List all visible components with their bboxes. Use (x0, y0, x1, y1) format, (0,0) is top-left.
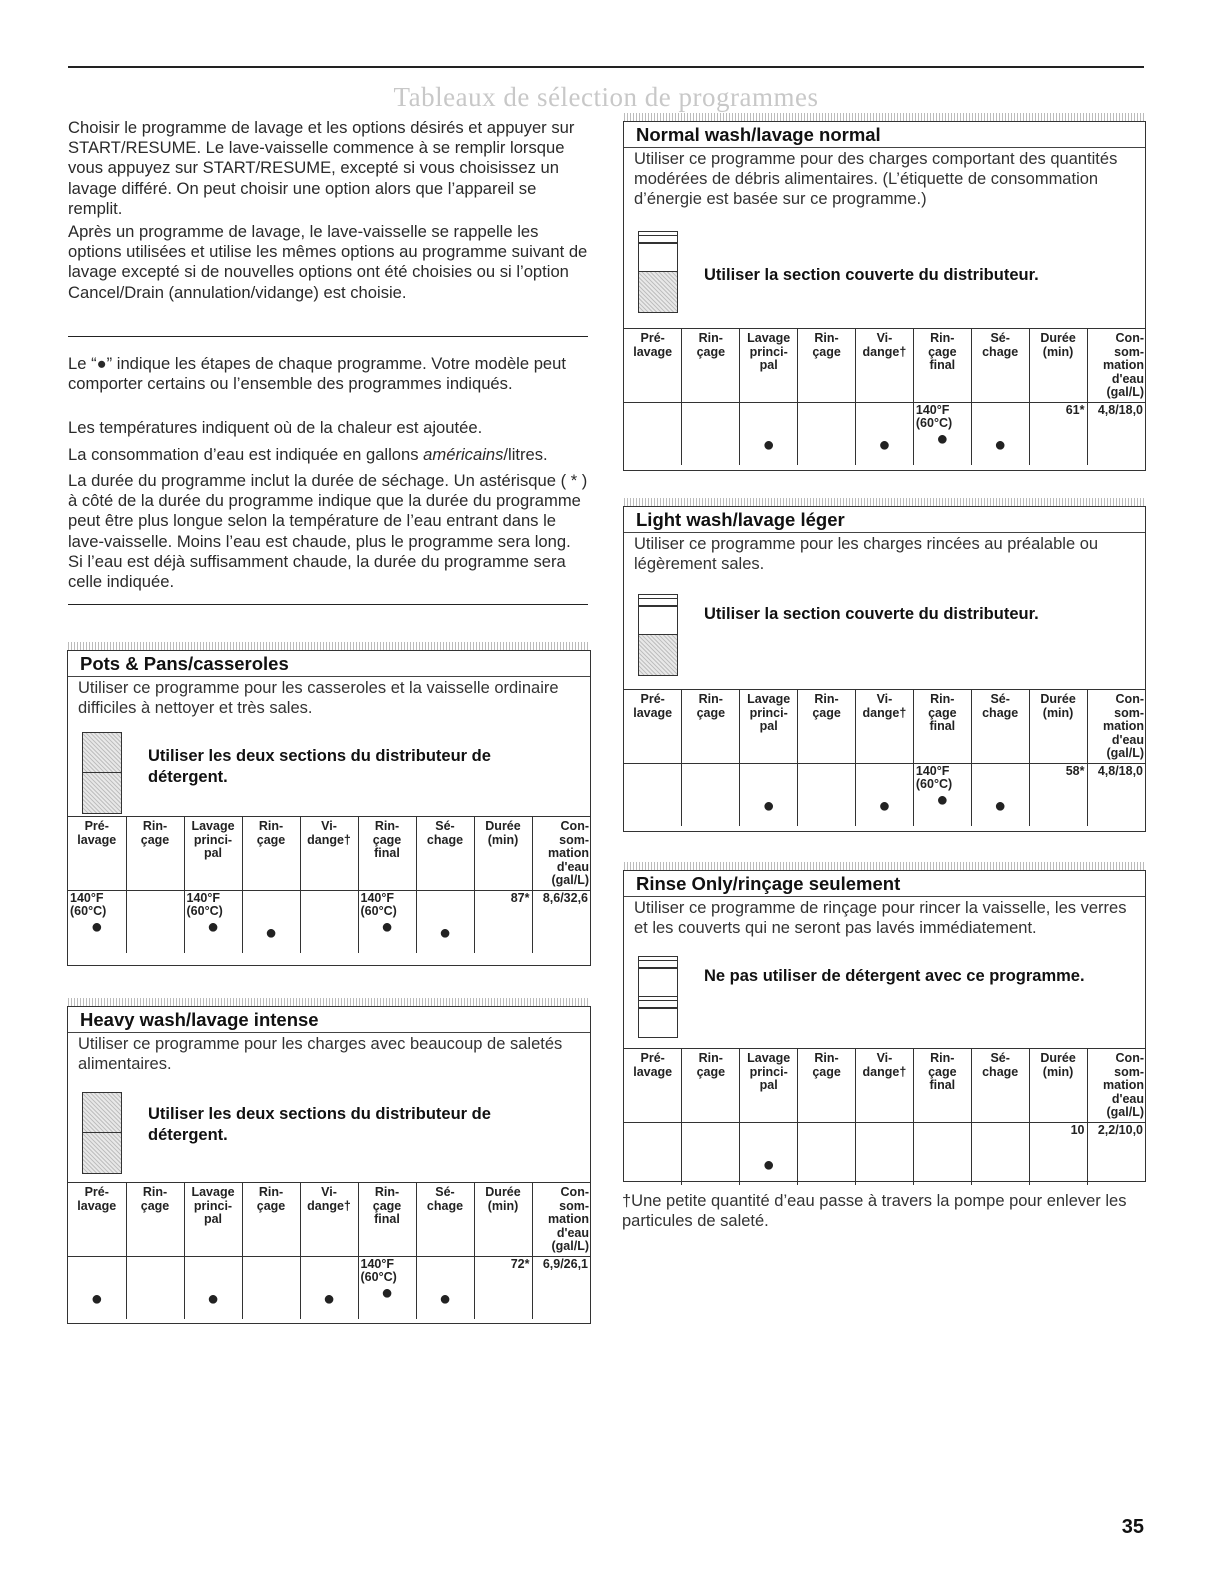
dispenser-instruction (68, 720, 590, 816)
table-cell (971, 763, 1029, 826)
table-row (624, 402, 1145, 465)
column-header: Sé- chage (971, 1049, 1029, 1123)
table-cell: 140°F (60°C) ● (913, 763, 971, 826)
intro-paragraph-3: Le “●” indique les étapes de chaque programme. Votre modèle peut comporter certains ou l’ensemble des programmes indiqués. (68, 354, 566, 394)
page-title: Tableaux de sélection de programmes (393, 82, 819, 112)
program-title: Light wash/lavage léger (624, 507, 1145, 533)
program-title: Normal wash/lavage normal (624, 122, 1145, 148)
table-cell (856, 763, 914, 826)
table-cell: 140°F (60°C) ● (358, 1256, 416, 1319)
table-cell (740, 402, 798, 465)
step-bullet-icon: ● (206, 1287, 220, 1310)
program-table (624, 1048, 1145, 1185)
step-bullet-icon: ● (380, 1281, 394, 1304)
column-header: Pré- lavage (68, 1183, 126, 1257)
table-cell (184, 1256, 242, 1319)
program-table (68, 1182, 590, 1319)
divider-2 (68, 604, 588, 605)
step-bullet-icon: ● (994, 794, 1007, 817)
column-header: Rin- çage (682, 1049, 740, 1123)
column-header: Lavage princi- pal (740, 1049, 798, 1123)
column-header: Rin- çage final (913, 1049, 971, 1123)
column-header: Rin- çage (798, 329, 856, 403)
dispenser-instruction (624, 231, 1145, 328)
intro-paragraph-5: La consommation d’eau est indiquée en gallons américains/litres. (68, 445, 548, 464)
column-header: Pré- lavage (624, 1049, 682, 1123)
step-bullet-icon: ● (438, 1287, 452, 1310)
column-header: Con- som- mation d'eau (gal/L) (532, 1183, 590, 1257)
column-header: Pré- lavage (68, 817, 126, 891)
column-header: Vi- dange† (856, 329, 914, 403)
top-rule (68, 66, 1144, 68)
column-header: Con- som- mation d'eau (gal/L) (1087, 690, 1145, 764)
column-header: Rin- çage (242, 1183, 300, 1257)
intro-paragraph-2: Après un programme de lavage, le lave-vaisselle se rappelle les options utilisées et utilise les mêmes options au programme suivant de lavage excepté si de nouvelles options ont été choisies ou si l’option Cancel/Drain (annulation/vidange) est choisie. (68, 222, 588, 302)
column-header: Con- som- mation d'eau (gal/L) (532, 817, 590, 891)
table-cell (856, 402, 914, 465)
intro-paragraph-1: Choisir le programme de lavage et les options désirés et appuyer sur START/RESUME. Le lave-vaisselle commence à se remplir lorsque vous appuyez sur START/RESUME, excepté si vous choisissez un lavage différé. On peut choisir une option alors que l’appareil se remplit. (68, 118, 575, 218)
column-header: Rin- çage (682, 329, 740, 403)
table-cell (856, 1122, 914, 1185)
dispenser-instruction (624, 586, 1145, 689)
step-bullet-icon: ● (936, 788, 949, 811)
dispenser-instruction (624, 946, 1145, 1048)
table-cell (416, 1256, 474, 1319)
table-header-row (68, 1183, 590, 1257)
column-header: Sé- chage (416, 817, 474, 891)
divider-1 (68, 336, 588, 337)
program-box-normal (623, 121, 1146, 471)
program-title: Pots & Pans/casseroles (68, 651, 590, 677)
table-cell: 61* (1029, 402, 1087, 465)
table-cell (242, 890, 300, 953)
table-cell: 4,8/18,0 (1087, 763, 1145, 826)
column-header: Rin- çage (242, 817, 300, 891)
program-title: Rinse Only/rinçage seulement (624, 871, 1145, 897)
intro-paragraph-6: La durée du programme inclut la durée de séchage. Un astérisque ( * ) à côté de la durée du programme indique que la durée du programme peut être plus longue selon la température de l’eau entrant dans le lave-vaisselle. Moins l’eau est chaude, plus le programme sera long. Si l’eau est déjà suffisamment chaude, la durée du programme sera celle indiquée. (68, 471, 588, 592)
table-cell (126, 1256, 184, 1319)
table-cell (126, 890, 184, 953)
step-bullet-icon: ● (90, 1287, 103, 1310)
table-cell: 140°F (60°C) ● (184, 890, 242, 953)
table-cell: 140°F (60°C) ● (358, 890, 416, 953)
step-bullet-icon: ● (762, 433, 775, 456)
table-cell: 10 (1029, 1122, 1087, 1185)
table-cell: 6,9/26,1 (532, 1256, 590, 1319)
table-cell: 140°F (60°C) ● (68, 890, 126, 953)
table-cell: 8,6/32,6 (532, 890, 590, 953)
table-row (624, 1122, 1145, 1185)
footnote: †Une petite quantité d’eau passe à travers la pompe pour enlever les particules de saleté. (622, 1192, 1127, 1230)
program-description: Utiliser ce programme de rinçage pour rincer la vaisselle, les verres et les couverts qui ne seront pas lavés immédiatement. (634, 899, 1127, 937)
column-header: Durée (min) (1029, 1049, 1087, 1123)
table-cell (798, 763, 856, 826)
column-header: Rin- çage final (913, 690, 971, 764)
table-cell (971, 1122, 1029, 1185)
table-cell: 2,2/10,0 (1087, 1122, 1145, 1185)
table-row (68, 890, 590, 953)
program-description: Utiliser ce programme pour les charges rincées au préalable ou légèrement sales. (634, 535, 1099, 573)
page-number: 35 (1121, 1516, 1144, 1538)
step-bullet-icon: ● (322, 1287, 336, 1310)
column-header: Con- som- mation d'eau (gal/L) (1087, 1049, 1145, 1123)
dispenser-text: Ne pas utiliser de détergent avec ce programme. (704, 967, 1085, 985)
table-cell (798, 1122, 856, 1185)
step-bullet-icon: ● (762, 794, 775, 817)
column-header: Durée (min) (1029, 329, 1087, 403)
program-table (68, 816, 590, 953)
table-row (624, 763, 1145, 826)
table-header-row (624, 1049, 1145, 1123)
column-header: Rin- çage (126, 1183, 184, 1257)
table-cell (682, 402, 740, 465)
program-box-light (623, 506, 1146, 832)
column-header: Pré- lavage (624, 690, 682, 764)
column-header: Vi- dange† (856, 690, 914, 764)
program-description: Utiliser ce programme pour des charges comportant des quantités modérées de débris alimentaires. (L’étiquette de consommation d’énergie est basée sur ce programme.) (634, 150, 1118, 208)
program-title: Heavy wash/lavage intense (68, 1007, 590, 1033)
table-cell: 140°F (60°C) ● (913, 402, 971, 465)
step-bullet-icon: ● (438, 921, 452, 944)
dispenser-text: Utiliser les deux sections du distributeur de détergent. (148, 747, 491, 786)
column-header: Pré- lavage (624, 329, 682, 403)
column-header: Rin- çage (798, 1049, 856, 1123)
program-description: Utiliser ce programme pour les charges avec beaucoup de saletés alimentaires. (78, 1035, 563, 1073)
dispenser-text: Utiliser la section couverte du distributeur. (704, 266, 1039, 284)
step-bullet-icon: ● (206, 915, 220, 938)
step-bullet-icon: ● (380, 915, 394, 938)
table-cell (682, 1122, 740, 1185)
table-cell: 58* (1029, 763, 1087, 826)
table-cell (740, 1122, 798, 1185)
step-bullet-icon: ● (878, 794, 891, 817)
program-box-pots-pans (67, 650, 591, 966)
program-box-rinse (623, 870, 1146, 1182)
table-cell (913, 1122, 971, 1185)
table-cell (68, 1256, 126, 1319)
column-header: Durée (min) (1029, 690, 1087, 764)
step-bullet-icon: ● (264, 921, 278, 944)
column-header: Rin- çage final (358, 817, 416, 891)
dispenser-text: Utiliser la section couverte du distributeur. (704, 605, 1039, 623)
column-header: Rin- çage (798, 690, 856, 764)
column-header: Sé- chage (971, 690, 1029, 764)
table-cell (682, 763, 740, 826)
column-header: Lavage princi- pal (184, 817, 242, 891)
intro-paragraph-4: Les températures indiquent où de la chaleur est ajoutée. (68, 418, 483, 437)
table-cell (740, 763, 798, 826)
step-bullet-icon: ● (762, 1153, 775, 1176)
program-description: Utiliser ce programme pour les casseroles et la vaisselle ordinaire difficiles à nettoyer et très sales. (78, 679, 559, 717)
table-row (68, 1256, 590, 1319)
column-header: Lavage princi- pal (740, 329, 798, 403)
column-header: Con- som- mation d'eau (gal/L) (1087, 329, 1145, 403)
column-header: Rin- çage (682, 690, 740, 764)
step-bullet-icon: ● (90, 915, 103, 938)
column-header: Lavage princi- pal (184, 1183, 242, 1257)
table-header-row (68, 817, 590, 891)
column-header: Sé- chage (416, 1183, 474, 1257)
column-header: Rin- çage (126, 817, 184, 891)
step-bullet-icon: ● (936, 427, 949, 450)
column-header: Durée (min) (474, 817, 532, 891)
program-table (624, 328, 1145, 465)
table-cell (624, 763, 682, 826)
column-header: Rin- çage final (358, 1183, 416, 1257)
table-cell (798, 402, 856, 465)
dispenser-instruction (68, 1076, 590, 1182)
column-header: Rin- çage final (913, 329, 971, 403)
dispenser-text: Utiliser les deux sections du distributeur de détergent. (148, 1105, 491, 1144)
table-cell (300, 1256, 358, 1319)
column-header: Lavage princi- pal (740, 690, 798, 764)
program-box-heavy (67, 1006, 591, 1324)
table-header-row (624, 329, 1145, 403)
table-cell: 87* (474, 890, 532, 953)
column-header: Durée (min) (474, 1183, 532, 1257)
table-cell (242, 1256, 300, 1319)
table-cell (624, 402, 682, 465)
column-header: Vi- dange† (300, 817, 358, 891)
table-header-row (624, 690, 1145, 764)
column-header: Sé- chage (971, 329, 1029, 403)
column-header: Vi- dange† (300, 1183, 358, 1257)
table-cell: 4,8/18,0 (1087, 402, 1145, 465)
step-bullet-icon: ● (994, 433, 1007, 456)
table-cell (971, 402, 1029, 465)
table-cell: 72* (474, 1256, 532, 1319)
table-cell (416, 890, 474, 953)
program-table (624, 689, 1145, 826)
table-cell (300, 890, 358, 953)
step-bullet-icon: ● (878, 433, 891, 456)
table-cell (624, 1122, 682, 1185)
column-header: Vi- dange† (856, 1049, 914, 1123)
